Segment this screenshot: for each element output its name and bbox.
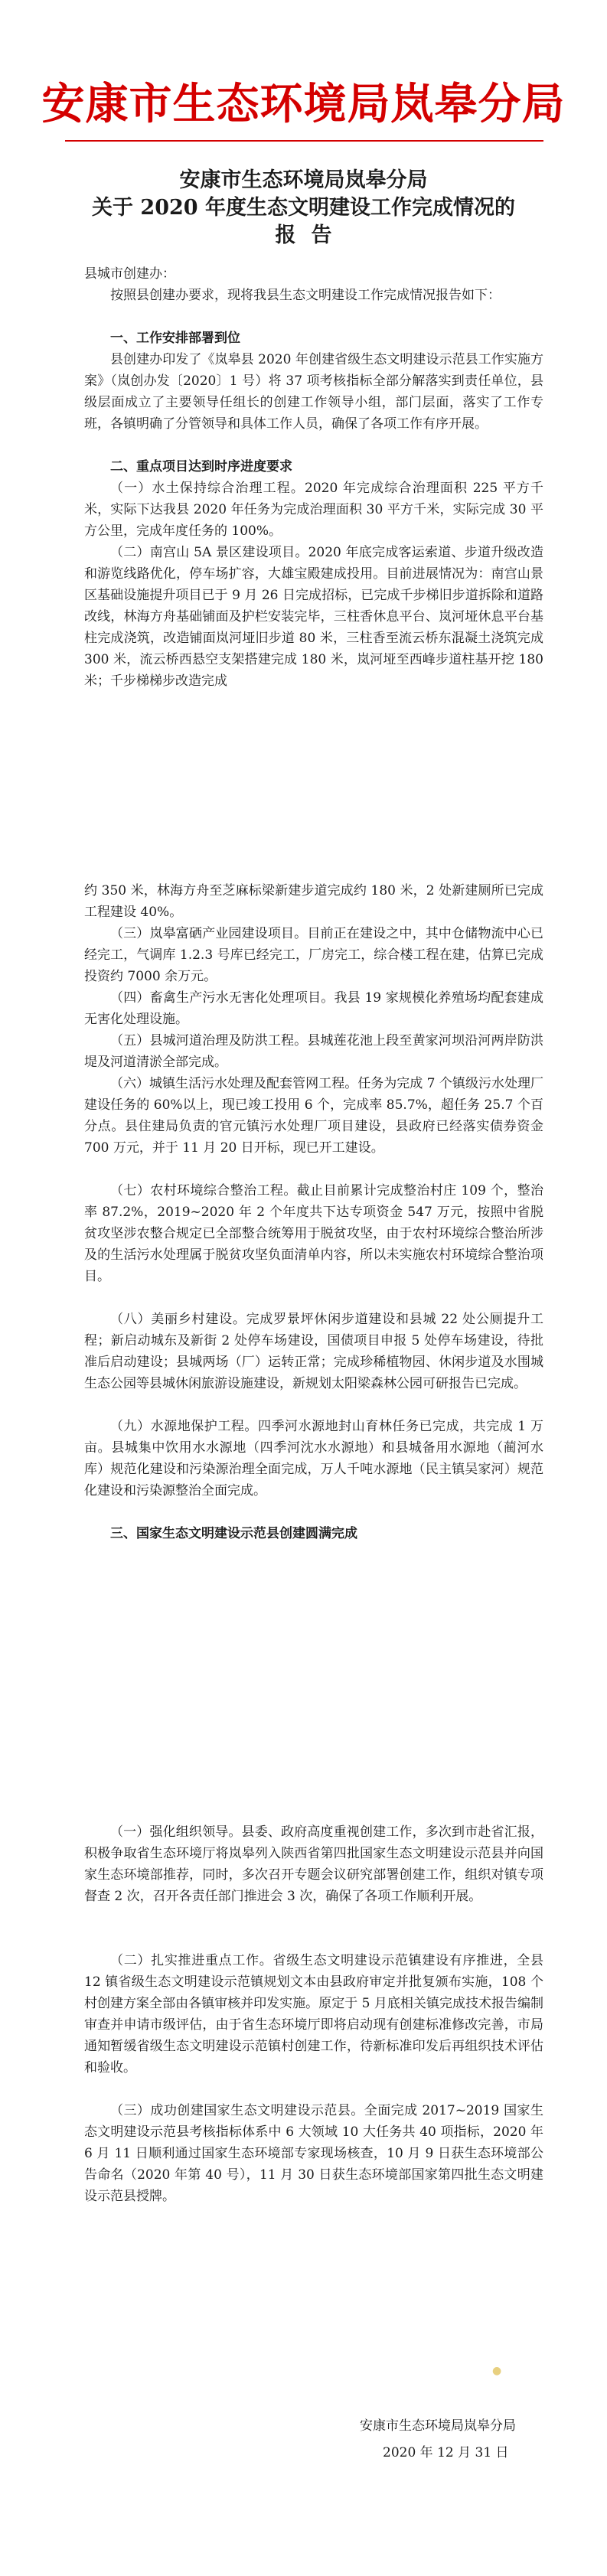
salutation: 县城市创建办： bbox=[84, 266, 175, 282]
section2-item4: （四）畜禽生产污水无害化处理项目。我县 19 家规模化养殖场均配套建成无害化处理设施。 bbox=[84, 990, 543, 1027]
letterhead-title: 安康市生态环境局岚皋分局 bbox=[41, 79, 566, 129]
intro-paragraph: 按照县创建办要求，现将我县生态文明建设工作完成情况报告如下： bbox=[110, 288, 501, 303]
section2-item6: （六）城镇生活污水处理及配套管网工程。任务为完成 7 个镇级污水处理厂建设任务的 60%以上，现已竣工投用 6 个，完成率 85.7%，超任务 25.7 个百分点。县住建局负责的官元镇污水处理厂项目建设，县政府已经落实债券资金 700 万元，并于 11 月 20 日开标，现已开工建设。 bbox=[84, 1076, 543, 1156]
section2-item9: （九）水源地保护工程。四季河水源地封山育林任务已完成，共完成 1 万亩。县城集中饮用水水源地（四季河沈水水源地）和县城备用水源地（蔺河水库）规范化建设和污染源治理全面完成，万人千吨水源地（民主镇吴家河）规范化建设和污染源整治全面完成。 bbox=[84, 1419, 543, 1498]
signature-date: 2020 年 12 月 31 日 bbox=[383, 2445, 509, 2460]
signature-org: 安康市生态环境局岚皋分局 bbox=[360, 2418, 516, 2434]
section2-heading: 二、重点项目达到时序进度要求 bbox=[110, 459, 292, 474]
section3-item1: （一）强化组织领导。县委、政府高度重视创建工作，多次到市赴省汇报，积极争取省生态环境厅将岚皋列入陕西省第四批国家生态文明建设示范县并向国家生态环境部推荐，同时，多次召开专题会议研究部署创建工作，组织对镇专项督查 2 次，召开各责任部门推进会 3 次，确保了各项工作顺利开展。 bbox=[84, 1824, 543, 1904]
section2-item5: （五）县城河道治理及防洪工程。县城莲花池上段至黄家河坝沿河两岸防洪堤及河道清淤全部完成。 bbox=[84, 1033, 543, 1070]
section2-item2-part1: （二）南宫山 5A 景区建设项目。2020 年底完成客运索道、步道升级改造和游览线路优化，停车场扩容，大雄宝殿建成投用。目前进展情况为：南宫山景区基础设施提升项目已于 9 月 26 日完成招标，已完成千步梯旧步道拆除和道路改线，林海方舟基础铺面及护栏安装完毕，三柱香休息平台、岚河垭休息平台基柱完成浇筑，改造铺面岚河垭旧步道 80 米，三柱香至流云桥东混凝土浇筑完成 300 米，流云桥西悬空支架搭建完成 180 米，岚河垭至西峰步道柱基开挖 180 米；千步梯梯步改造完成 bbox=[84, 545, 543, 689]
doc-title-line3: 报告 bbox=[275, 223, 348, 247]
section2-item1: （一）水土保持综合治理工程。2020 年完成综合治理面积 225 平方千米，实际下达我县 2020 年任务为完成治理面积 30 平方千米，实际完成 30 平方公里，完成年度任务的 100%。 bbox=[84, 481, 543, 539]
section3-item2: （二）扎实推进重点工作。省级生态文明建设示范镇建设有序推进，全县 12 镇省级生态文明建设示范镇规划文本由县政府审定并批复颁布实施，108 个村创建方案全部由各镇审核并印发实施。原定于 5 月底相关镇完成技术报告编制审查并申请市级评估，由于省生态环境厅即将启动现有创建标准修改完善，市局通知暂缓省级生态文明建设示范镇村创建工作，待新标准印发后再组织技术评估和验收。 bbox=[84, 1953, 543, 2075]
section1-paragraph: 县创建办印发了《岚皋县 2020 年创建省级生态文明建设示范县工作实施方案》（岚创办发〔2020〕1 号）将 37 项考核指标全部分解落实到责任单位，县级层面成立了主要领导任组长的创建工作领导小组，部门层面，落实了工作专班，各镇明确了分管领导和具体工作人员，确保了各项工作有序开展。 bbox=[84, 352, 543, 432]
doc-title-line2: 关于 2020 年度生态文明建设工作完成情况的 bbox=[92, 196, 515, 220]
doc-title-line1: 安康市生态环境局岚皋分局 bbox=[179, 168, 428, 192]
section2-item2-part2: 约 350 米，林海方舟至芝麻标梁新建步道完成约 180 米，2 处新建厕所已完成工程建设 40%。 bbox=[84, 883, 543, 920]
section3-item3: （三）成功创建国家生态文明建设示范县。全面完成 2017~2019 国家生态文明建设示范县考核指标体系中 6 大领域 10 大任务共 40 项指标，2020 年 6 月 11 日顺利通过国家生态环境部专家现场核查，10 月 9 日获生态环境部公告命名（2020 年第 40 号），11 月 30 日获生态环境部国家第四批生态文明建设示范县授牌。 bbox=[84, 2103, 543, 2204]
section2-item7: （七）农村环境综合整治工程。截止目前累计完成整治村庄 109 个，整治率 87.2%，2019~2020 年 2 个年度共下达专项资金 547 万元，按照中省脱贫攻坚涉农整合规定已全部整合统筹用于脱贫攻坚，由于农村环境综合整治所涉及的生活污水处理属于脱贫攻坚负面清单内容，所以未实施农村环境综合整治项目。 bbox=[84, 1183, 543, 1284]
section2-item8: （八）美丽乡村建设。完成罗景坪休闲步道建设和县城 22 处公厕提升工程；新启动城东及新街 2 处停车场建设，国债项目申报 5 处停车场建设，待批准后启动建设；县城两场（厂）运转正常；完成珍稀植物园、休闲步道及水围城生态公园等县城休闲旅游设施建设，新规划太阳梁森林公园可研报告已完成。 bbox=[84, 1312, 543, 1391]
section2-item3: （三）岚皋富硒产业园建设项目。目前正在建设之中，其中仓储物流中心已经完工，气调库 1.2.3 号库已经完工，厂房完工，综合楼工程在建，估算已完成投资约 7000 余万元。 bbox=[84, 926, 543, 984]
section1-heading: 一、工作安排部署到位 bbox=[110, 331, 240, 346]
section3-heading: 三、国家生态文明建设示范县创建圆满完成 bbox=[110, 1526, 357, 1541]
letterhead-red-rule bbox=[65, 140, 543, 142]
faint-seal-mark-icon: ● bbox=[492, 2365, 502, 2377]
